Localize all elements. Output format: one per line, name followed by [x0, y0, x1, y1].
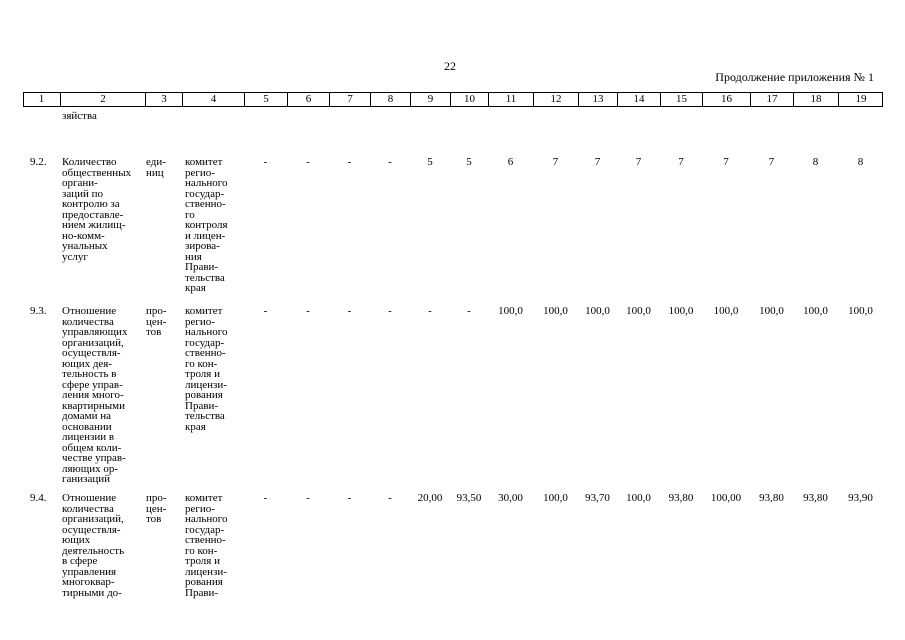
- value-cell: 93,80: [803, 492, 828, 504]
- header-col-18: 18: [793, 93, 838, 106]
- header-col-16: 16: [702, 93, 750, 106]
- row-number: 9.3.: [30, 305, 47, 317]
- value-cell: 100,0: [626, 305, 651, 317]
- value-cell: 100,0: [668, 305, 694, 317]
- header-col-5: 5: [244, 93, 287, 106]
- carryover-text: зяйства: [62, 110, 97, 122]
- unit-of-measure: про- цен- тов: [146, 492, 167, 525]
- value-cell: 93,90: [848, 492, 873, 504]
- value-cell: 8: [857, 156, 864, 168]
- value-cell: 100,0: [585, 305, 610, 317]
- value-cell: -: [347, 156, 352, 168]
- value-cell: 8: [812, 156, 819, 168]
- unit-of-measure: про- цен- тов: [146, 305, 167, 338]
- row-number: 9.4.: [30, 492, 47, 504]
- indicator-name: Количество общественных органи- заций по контролю за предоставле- нием жилищ- но-комм- унальных услуг: [62, 156, 132, 263]
- value-cell: 100,0: [543, 492, 568, 504]
- value-cell: 100,0: [803, 305, 828, 317]
- value-cell: 100,0: [543, 305, 568, 317]
- value-cell: 7: [552, 156, 559, 168]
- appendix-continuation-label: Продолжение приложения № 1: [715, 70, 874, 84]
- header-col-10: 10: [450, 93, 488, 106]
- header-col-1: 1: [38, 93, 45, 105]
- value-cell: -: [263, 156, 268, 168]
- header-col-12: 12: [533, 93, 578, 106]
- value-cell: -: [306, 305, 310, 317]
- responsible-executor: комитет регио- нального государ- ственно- го кон- троля и лицензи- рования Прави- тельства края: [185, 305, 228, 433]
- value-cell: 93,80: [759, 492, 784, 504]
- indicator-name: Отношение количества организаций, осуществля- ющих деятельность в сфере управления многоквар- тирными до-: [62, 492, 125, 599]
- header-col-19: 19: [838, 93, 883, 106]
- value-cell: -: [347, 492, 352, 504]
- value-cell: 100,0: [498, 305, 523, 317]
- value-cell: 5: [427, 156, 433, 168]
- value-cell: 93,70: [585, 492, 610, 504]
- header-col-7: 7: [329, 93, 370, 106]
- value-cell: -: [388, 156, 392, 168]
- header-col-3: 3: [145, 93, 182, 106]
- value-cell: 6: [507, 156, 514, 168]
- value-cell: -: [388, 492, 392, 504]
- value-cell: -: [306, 156, 310, 168]
- value-cell: -: [388, 305, 392, 317]
- value-cell: -: [263, 305, 268, 317]
- header-col-6: 6: [287, 93, 329, 106]
- header-col-4: 4: [182, 93, 244, 106]
- value-cell: 100,0: [759, 305, 784, 317]
- unit-of-measure: еди- ниц: [146, 156, 166, 179]
- value-cell: 7: [635, 156, 642, 168]
- table-header-row: [23, 92, 883, 107]
- value-cell: 20,00: [417, 492, 443, 504]
- header-col-11: 11: [488, 93, 533, 106]
- value-cell: -: [263, 492, 268, 504]
- value-cell: 7: [768, 156, 775, 168]
- value-cell: 100,00: [710, 492, 742, 504]
- header-col-8: 8: [370, 93, 410, 106]
- indicator-name: Отношение количества управляющих организаций, осуществля- ющих дея- тельность в сфере управ- ления много- квартирными домами на основании лицензии в общем коли- честве управ- ляющих ор- ганизаций: [62, 305, 128, 485]
- header-col-9: 9: [410, 93, 450, 106]
- page-number: 22: [444, 59, 456, 73]
- value-cell: 7: [594, 156, 601, 168]
- value-cell: 100,0: [713, 305, 739, 317]
- responsible-executor: комитет регио- нального государ- ственно- го кон- троля и лицензи- рования Прави-: [185, 492, 228, 599]
- header-col-17: 17: [750, 93, 793, 106]
- value-cell: 100,0: [626, 492, 651, 504]
- header-col-2: 2: [60, 93, 145, 106]
- value-cell: 7: [723, 156, 729, 168]
- value-cell: 5: [466, 156, 472, 168]
- row-number: 9.2.: [30, 156, 47, 168]
- value-cell: 30,00: [498, 492, 523, 504]
- responsible-executor: комитет регио- нального государ- ственно- го контроля и лицен- зирова- ния Прави- тельства края: [185, 156, 228, 294]
- value-cell: -: [347, 305, 352, 317]
- value-cell: 7: [678, 156, 684, 168]
- value-cell: 100,0: [848, 305, 873, 317]
- value-cell: 93,80: [668, 492, 694, 504]
- value-cell: -: [306, 492, 310, 504]
- value-cell: 93,50: [456, 492, 482, 504]
- header-col-15: 15: [660, 93, 702, 106]
- header-col-13: 13: [578, 93, 617, 106]
- header-col-14: 14: [617, 93, 660, 106]
- value-cell: -: [428, 305, 432, 317]
- value-cell: -: [467, 305, 471, 317]
